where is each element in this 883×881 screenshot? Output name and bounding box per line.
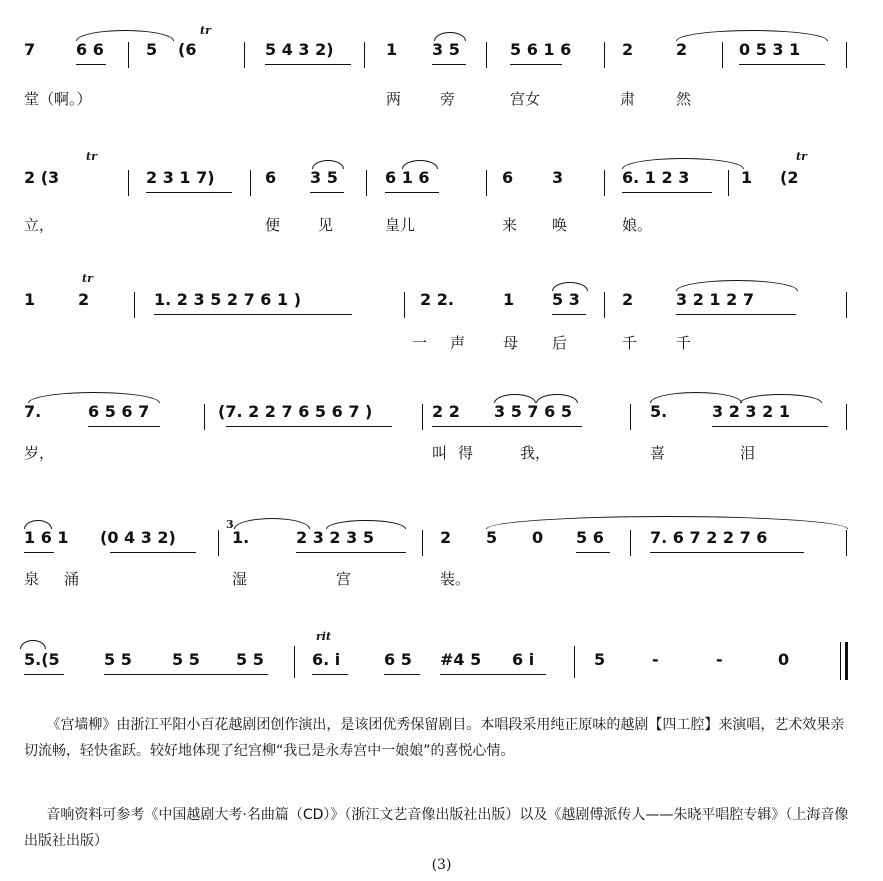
- note: -: [652, 650, 659, 669]
- page-number: (3): [431, 857, 452, 873]
- note: 3 5: [432, 40, 460, 59]
- bar-line: [364, 42, 365, 68]
- lyric: 千: [622, 334, 638, 352]
- note: 5 5: [172, 650, 200, 669]
- score-row-6: [0, 630, 883, 710]
- note: 2 2: [432, 402, 460, 421]
- note: 5 6 1 6: [510, 40, 572, 59]
- note: 0: [778, 650, 790, 669]
- note: 6 6: [76, 40, 104, 59]
- note: 3 2 1 2 7: [676, 290, 754, 309]
- lyric: 声: [450, 334, 466, 352]
- slur: [312, 160, 344, 169]
- lyric: 涌: [64, 570, 80, 588]
- lyric: 来: [502, 216, 518, 234]
- note: 7: [24, 40, 36, 59]
- final-barline: [840, 642, 848, 680]
- note: 5: [146, 40, 158, 59]
- note: 6 5 6 7: [88, 402, 150, 421]
- note: 2: [78, 290, 90, 309]
- note: 2: [622, 290, 634, 309]
- lyric: 立，: [24, 216, 55, 234]
- bar-line: [574, 646, 575, 678]
- note: 1 6 1: [24, 528, 69, 547]
- note: 5 4 3 2): [265, 40, 334, 59]
- slur: [326, 520, 406, 529]
- bar-line: [604, 42, 605, 68]
- note: 5.(5: [24, 650, 60, 669]
- slur: [20, 640, 46, 649]
- slur: [740, 394, 822, 403]
- note: 2 2.: [420, 290, 454, 309]
- note: 2: [676, 40, 688, 59]
- slur: [234, 518, 310, 529]
- note: 7. 6 7 2 2 7 6: [650, 528, 768, 547]
- note: (2: [780, 168, 799, 187]
- bar-line: [728, 170, 729, 196]
- lyric: 宫: [336, 570, 352, 588]
- lyric-row-1: [0, 88, 883, 112]
- ritardando-mark: rit: [316, 630, 332, 643]
- note: 2: [440, 528, 452, 547]
- note: #4 5: [440, 650, 482, 669]
- lyric: 母: [503, 334, 519, 352]
- description-paragraph-2: 音响资料可参考《中国越剧大考·名曲篇（CD）》（浙江文艺音像出版社出版）以及《越剧傅派传人——朱晓平唱腔专辑》（上海音像出版社出版）: [24, 807, 849, 849]
- bar-line: [846, 530, 847, 556]
- slur: [24, 520, 52, 529]
- lyric: 肃: [620, 90, 636, 108]
- bar-line: [486, 42, 487, 68]
- slur: [622, 158, 744, 169]
- note: 2 (3: [24, 168, 60, 187]
- lyric: 装。: [440, 570, 471, 588]
- lyric: 皇儿: [385, 216, 416, 234]
- trill-mark: tr: [86, 150, 97, 163]
- lyric: 见: [318, 216, 334, 234]
- lyric: 我，: [520, 444, 551, 462]
- bar-line: [366, 170, 367, 196]
- note: -: [716, 650, 723, 669]
- note: 2 3 1 7): [146, 168, 215, 187]
- lyric: 后: [552, 334, 568, 352]
- lyric: 两: [386, 90, 402, 108]
- bar-line: [604, 292, 605, 318]
- note: 6: [265, 168, 277, 187]
- slur: [650, 392, 742, 403]
- bar-line: [128, 170, 129, 196]
- note: 6. i: [312, 650, 341, 669]
- lyric: 然: [676, 90, 692, 108]
- slur: [402, 160, 438, 169]
- note: 5: [594, 650, 606, 669]
- lyric: 泪: [740, 444, 756, 462]
- lyric: 唤: [552, 216, 568, 234]
- lyric: 喜: [650, 444, 666, 462]
- bar-line: [630, 530, 631, 556]
- lyric-row-4: [0, 442, 883, 466]
- note: 1: [24, 290, 36, 309]
- bar-line: [294, 646, 295, 678]
- bar-line: [134, 292, 135, 318]
- lyric: 一: [412, 334, 428, 352]
- lyric: 岁，: [24, 444, 55, 462]
- bar-line: [250, 170, 251, 196]
- lyric: 旁: [440, 90, 456, 108]
- note: 5 5: [104, 650, 132, 669]
- note: 5 6: [576, 528, 604, 547]
- note: 3 5 7 6 5: [494, 402, 572, 421]
- slur: [434, 32, 466, 41]
- lyric: 千: [676, 334, 692, 352]
- trill-mark: tr: [82, 272, 93, 285]
- lyric-row-3: [0, 332, 883, 356]
- note: (0 4 3 2): [100, 528, 176, 547]
- lyric: 泉: [24, 570, 40, 588]
- note: 1: [741, 168, 753, 187]
- note: 6 5: [384, 650, 412, 669]
- note: 5: [486, 528, 498, 547]
- bar-line: [422, 530, 423, 556]
- lyric-row-5: [0, 568, 883, 592]
- note: 5.: [650, 402, 668, 421]
- bar-line: [204, 404, 205, 430]
- note: 0 5 3 1: [739, 40, 801, 59]
- note: (7. 2 2 7 6 5 6 7 ): [218, 402, 373, 421]
- bar-line: [128, 42, 129, 68]
- note: (6: [178, 40, 197, 59]
- lyric: 堂（啊。）: [24, 90, 92, 108]
- note: 6 1 6: [385, 168, 430, 187]
- bar-line: [846, 292, 847, 318]
- slur: [676, 280, 798, 291]
- note: 5 3: [552, 290, 580, 309]
- trill-mark: tr: [200, 24, 211, 37]
- bar-line: [846, 404, 847, 430]
- note: 5 5: [236, 650, 264, 669]
- note: 1: [503, 290, 515, 309]
- bar-line: [486, 170, 487, 196]
- bar-line: [404, 292, 405, 318]
- slur: [494, 394, 536, 403]
- slur: [676, 30, 828, 41]
- note: 6 i: [512, 650, 535, 669]
- lyric: 宫女: [510, 90, 541, 108]
- note: 3: [552, 168, 564, 187]
- note: 0: [532, 528, 544, 547]
- lyric: 叫: [432, 444, 448, 462]
- note: 1. 2 3 5 2 7 6 1 ): [154, 290, 302, 309]
- lyric: 便: [265, 216, 281, 234]
- note: 7.: [24, 402, 42, 421]
- bar-line: [630, 404, 631, 430]
- note: 2 3 2 3 5: [296, 528, 374, 547]
- lyric-row-2: [0, 214, 883, 238]
- grace-note: 3: [226, 518, 234, 531]
- note: 1.: [232, 528, 250, 547]
- note: 6: [502, 168, 514, 187]
- trill-mark: tr: [796, 150, 807, 163]
- bar-line: [244, 42, 245, 68]
- slur: [536, 394, 578, 403]
- bar-line: [846, 42, 847, 68]
- bar-line: [422, 404, 423, 430]
- slur: [486, 516, 848, 529]
- bar-line: [218, 530, 219, 556]
- description-paragraph-1: 《宫墙柳》由浙江平阳小百花越剧团创作演出，是该团优秀保留剧目。本唱段采用纯正原味的越剧【四工腔】来演唱，艺术效果亲切流畅，轻快雀跃。较好地体现了纪宫柳“我已是永寿宫中一娘娘”的喜悦心情。: [24, 717, 845, 759]
- bar-line: [722, 42, 723, 68]
- slur: [76, 30, 174, 41]
- note: 6. 1 2 3: [622, 168, 690, 187]
- lyric: 娘。: [622, 216, 653, 234]
- note: 3 2 3 2 1: [712, 402, 790, 421]
- note: 1: [386, 40, 398, 59]
- slur: [28, 392, 160, 403]
- note: 3 5: [310, 168, 338, 187]
- slur: [552, 282, 588, 291]
- lyric: 得: [458, 444, 474, 462]
- lyric: 湿: [232, 570, 248, 588]
- bar-line: [604, 170, 605, 196]
- note: 2: [622, 40, 634, 59]
